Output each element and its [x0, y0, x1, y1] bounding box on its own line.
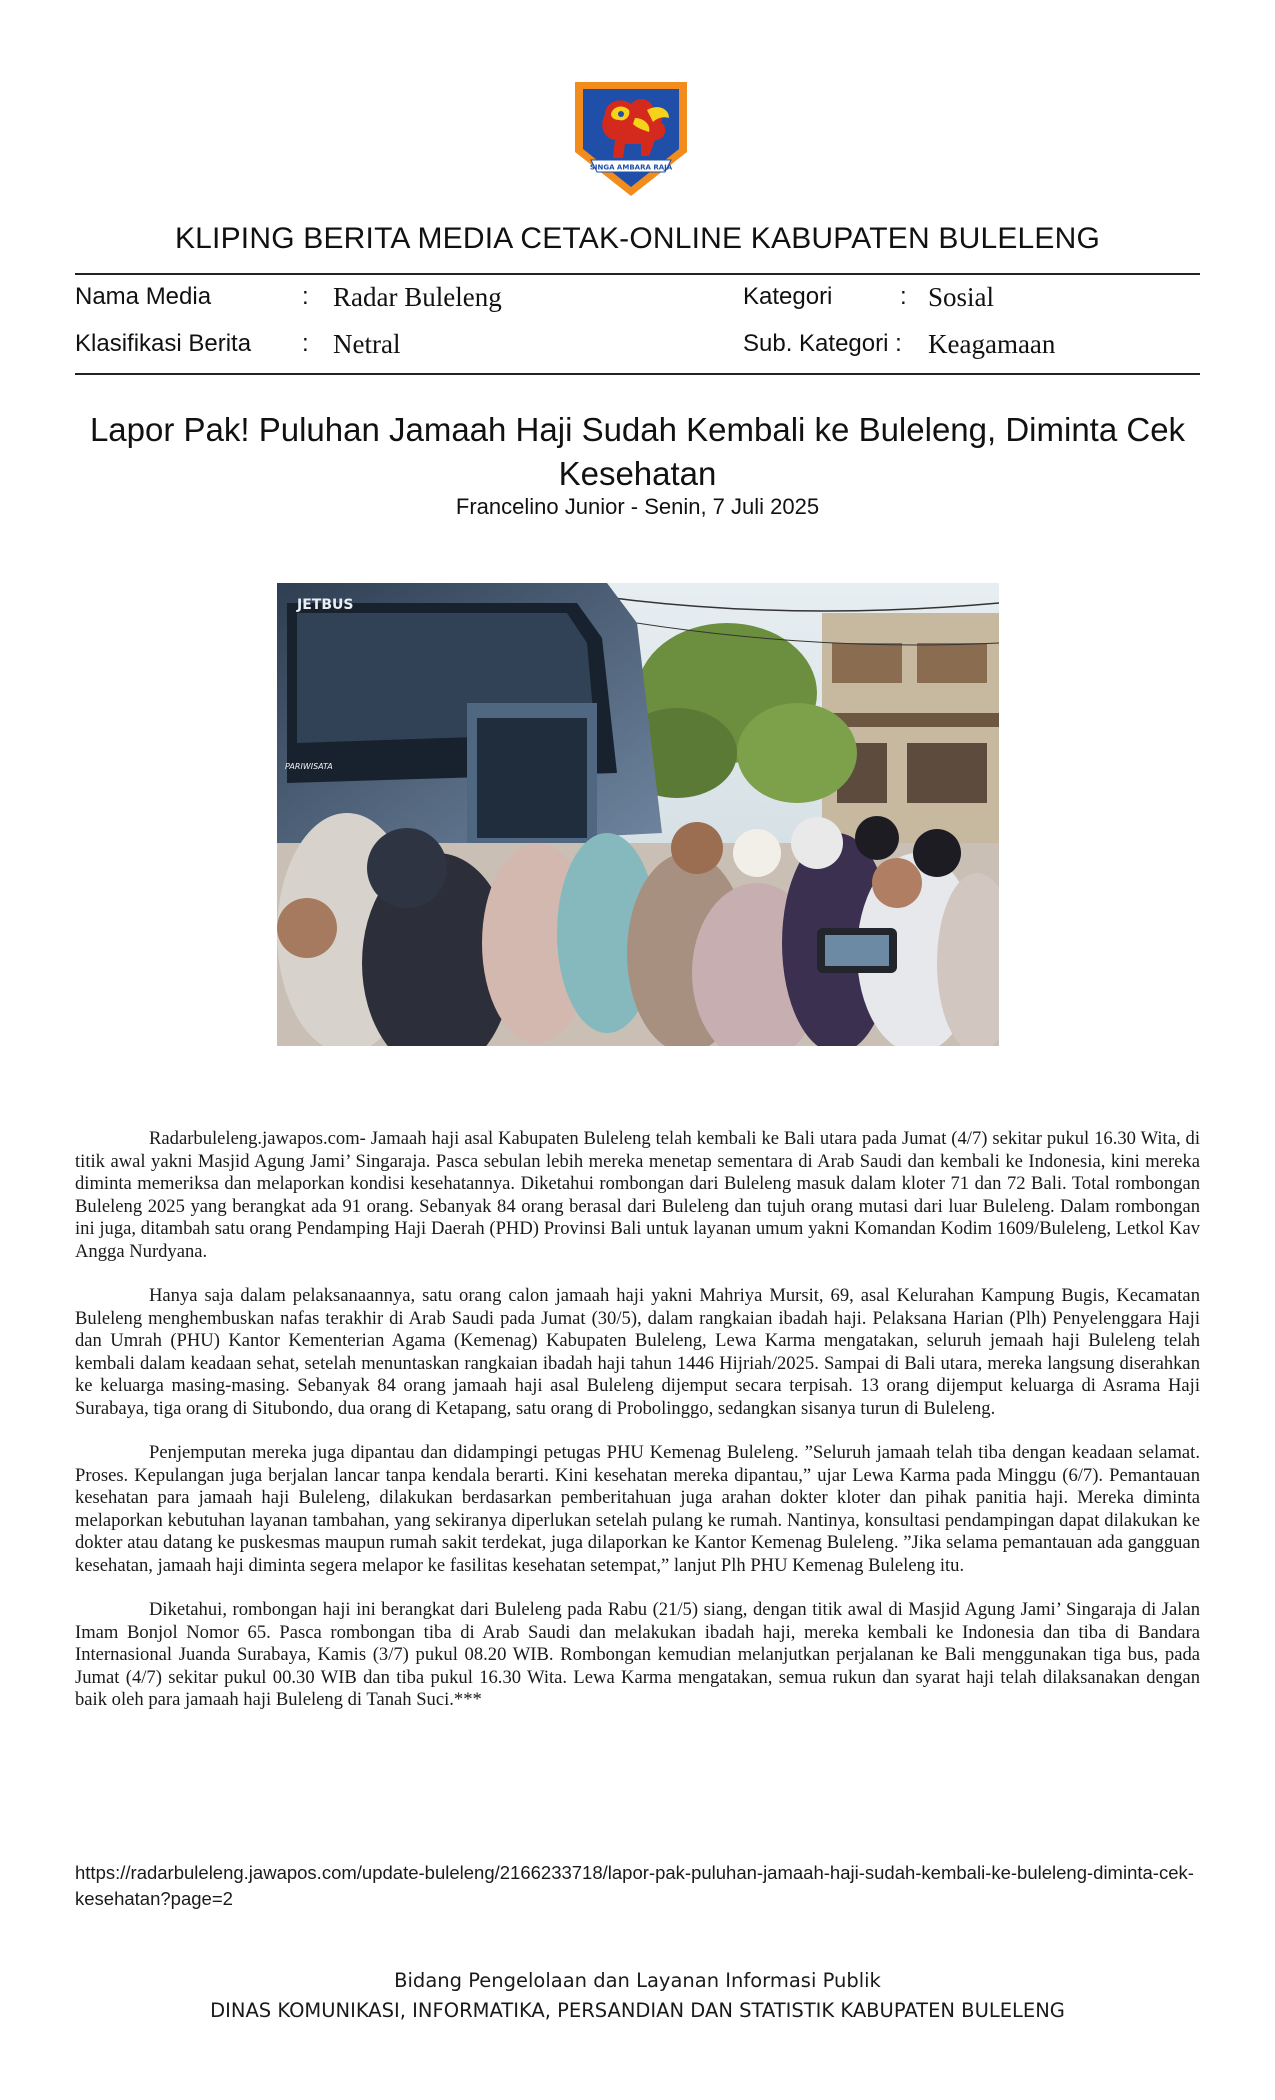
kategori-label: Kategori	[743, 283, 833, 310]
article-paragraph: Hanya saja dalam pelaksanaannya, satu orang calon jamaah haji yakni Mahriya Mursit, 69, asal Kelurahan Kampung Bugis, Kecamatan Buleleng menghembuskan nafas terakhir di Arab Saudi pada Jumat (30/5), dalam rangkaian ibadah haji. Pelaksana Harian (Plh) Penyelenggara Haji dan Umrah (PHU) Kantor Kementerian Agama (Kemenag) Kabupaten Buleleng, Lewa Karma mengatakan, seluruh jemaah haji Buleleng telah kembali dalam keadaan sehat, setelah menuntaskan rangkaian ibadah haji tahun 1446 Hijriah/2025. Sampai di Bali utara, mereka langsung diserahkan ke keluarga masing-masing. Sebanyak 84 orang jamaah haji asal Buleleng dijemput secara terpisah. 13 orang dijemput keluarga di Asrama Haji Surabaya, tiga orang di Situbondo, dua orang di Ketapang, satu orang di Probolinggo, sedangkan sisanya turun di Buleleng.	[75, 1285, 1200, 1419]
kategori-colon: :	[900, 283, 907, 310]
klasifikasi-label: Klasifikasi Berita	[75, 330, 252, 357]
media-value: Radar Buleleng	[333, 282, 502, 312]
document-title: KLIPING BERITA MEDIA CETAK-ONLINE KABUPATEN BULELENG	[174, 222, 1101, 255]
bottom-rule	[75, 373, 1200, 375]
klasifikasi-value: Netral	[333, 329, 401, 359]
kategori-value: Sosial	[928, 282, 995, 312]
subkategori-value: Keagamaan	[928, 329, 1056, 359]
regency-logo	[565, 74, 697, 200]
footer-department: Bidang Pengelolaan dan Layanan Informasi Publik	[394, 1969, 881, 1992]
media-colon: :	[302, 283, 309, 310]
media-label: Nama Media	[75, 283, 212, 310]
article-body	[75, 1128, 1200, 1734]
klasifikasi-colon: :	[302, 330, 309, 357]
article-paragraph: Radarbuleleng.jawapos.com- Jamaah haji asal Kabupaten Buleleng telah kembali ke Bali utara pada Jumat (4/7) sekitar pukul 16.30 Wita, di titik awal yakni Masjid Agung Jami’ Singaraja. Pasca sebulan lebih mereka menetap sementara di Arab Saudi dan kembali ke Indonesia, kini mereka diminta memeriksa dan melaporkan kondisi kesehatannya. Diketahui rombongan dari Buleleng masuk dalam kloter 71 dan 72 Bali. Total rombongan Buleleng 2025 yang berangkat ada 91 orang. Sebanyak 84 orang berasal dari Buleleng dan tujuh orang mutasi dari luar Buleleng. Dalam rombongan ini juga, ditambah satu orang Pendamping Haji Daerah (PHD) Provinsi Bali untuk layanan umum yakni Komandan Kodim 1609/Buleleng, Letkol Kav Angga Nurdyana.	[75, 1128, 1200, 1262]
top-rule	[75, 273, 1200, 275]
bus-sticker-text: PARIWISATA	[285, 762, 333, 771]
article-headline: Lapor Pak! Puluhan Jamaah Haji Sudah Kembali ke Buleleng, Diminta Cek Kesehatan	[89, 411, 1186, 492]
footer-agency: DINAS KOMUNIKASI, INFORMATIKA, PERSANDIAN DAN STATISTIK KABUPATEN BULELENG	[210, 1999, 1065, 2022]
article-paragraph: Diketahui, rombongan haji ini berangkat dari Buleleng pada Rabu (21/5) siang, dengan titik awal di Masjid Agung Jami’ Singaraja di Jalan Imam Bonjol Nomor 65. Pasca rombongan tiba di Arab Saudi dan melakukan ibadah haji, mereka kembali ke Indonesia dan tiba di Bandara Internasional Juanda Surabaya, Kamis (3/7) pukul 08.20 WIB. Rombongan kemudian melanjutkan perjalanan ke Bali menggunakan tiga bus, pada Jumat (4/7) sekitar pukul 00.30 WIB dan tiba pukul 16.30 Wita. Lewa Karma mengatakan, semua rukun dan syarat haji telah dilaksanakan dengan baik oleh para jamaah haji Buleleng di Tanah Suci.***	[75, 1599, 1200, 1710]
source-url[interactable]: https://radarbuleleng.jawapos.com/update-buleleng/2166233718/lapor-pak-puluhan-jamaah-haji-sudah-kembali-ke-buleleng-diminta-cek-kesehatan?page=2	[75, 1862, 1194, 1909]
article-photo	[277, 583, 999, 1046]
bus-brand-text: JETBUS	[297, 597, 354, 613]
article-byline: Francelino Junior - Senin, 7 Juli 2025	[455, 494, 820, 519]
logo-motto: SINGA AMBARA RAJA	[589, 163, 673, 172]
subkategori-label: Sub. Kategori :	[743, 330, 902, 357]
article-paragraph: Penjemputan mereka juga dipantau dan didampingi petugas PHU Kemenag Buleleng. ”Seluruh jamaah telah tiba dengan keadaan selamat. Proses. Kepulangan juga berjalan lancar tanpa kendala berarti. Kini kesehatan mereka dipantau,” ujar Lewa Karma pada Minggu (6/7). Pemantauan kesehatan para jamaah haji Buleleng, dilakukan berdasarkan pemberitahuan juga arahan dokter kloter dan pihak panitia haji. Mereka diminta melaporkan kebutuhan layanan tambahan, yang sekiranya diperlukan setelah pulang ke rumah. Nantinya, konsultasi pendampingan dapat dilakukan ke dokter atau datang ke puskesmas maupun rumah sakit terdekat, juga dilaporkan ke Kantor Kemenag Buleleng. ”Jika selama pemantauan ada gangguan kesehatan, jamaah haji diminta segera melapor ke fasilitas kesehatan setempat,” lanjut Plh PHU Kemenag Buleleng itu.	[75, 1442, 1200, 1576]
